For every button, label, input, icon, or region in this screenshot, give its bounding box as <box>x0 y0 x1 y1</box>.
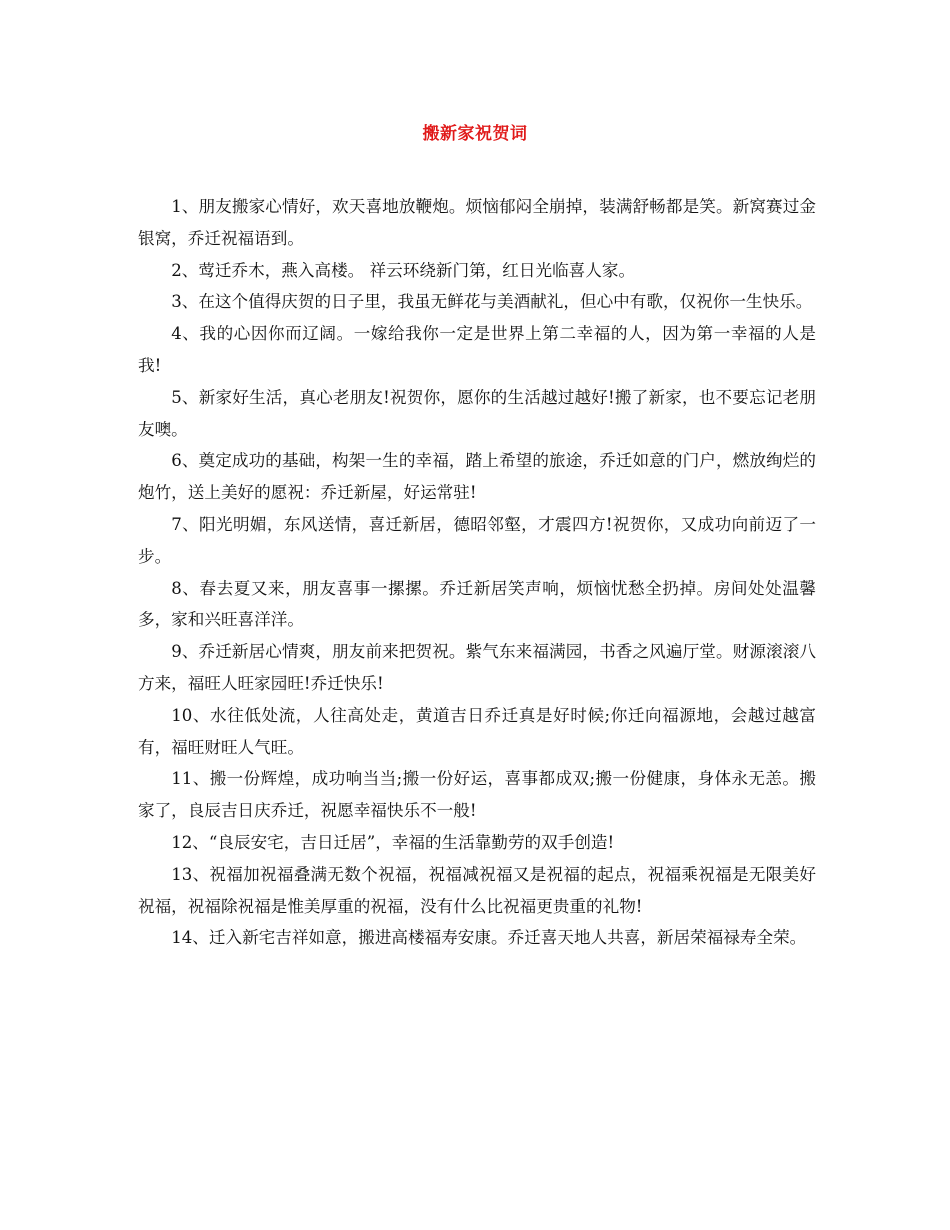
paragraph-1: 1、朋友搬家心情好，欢天喜地放鞭炮。烦恼郁闷全崩掉，装满舒畅都是笑。新窝赛过金银窝，乔迁祝福语到。 <box>138 197 816 248</box>
paragraph-7: 7、阳光明媚，东风送情，喜迁新居，德昭邻壑，才震四方!祝贺你，又成功向前迈了一步。 <box>138 514 816 566</box>
document-title: 搬新家祝贺词 <box>422 124 528 144</box>
paragraph-3: 3、在这个值得庆贺的日子里，我虽无鲜花与美酒献礼，但心中有歌，仅祝你一生快乐。 <box>171 292 813 312</box>
paragraph-12: 12、“良辰安宅，吉日迁居”，幸福的生活靠勤劳的双手创造! <box>171 832 615 852</box>
paragraph-13: 13、祝福加祝福叠满无数个祝福，祝福减祝福又是祝福的起点，祝福乘祝福是无限美好祝福，祝福除祝福是惟美厚重的祝福，没有什么比祝福更贵重的礼物! <box>138 864 816 916</box>
paragraph-11: 11、搬一份辉煌，成功响当当;搬一份好运，喜事都成双;搬一份健康，身体永无恙。搬家了，良辰吉日庆乔迁，祝愿幸福快乐不一般! <box>138 769 816 821</box>
paragraph-9: 9、乔迁新居心情爽，朋友前来把贺祝。紫气东来福满园，书香之风遍厅堂。财源滚滚八方来，福旺人旺家园旺!乔迁快乐! <box>138 642 816 693</box>
paragraph-10: 10、水往低处流，人往高处走，黄道吉日乔迁真是好时候;你迁向福源地，会越过越富有，福旺财旺人气旺。 <box>138 705 816 757</box>
paragraph-4: 4、我的心因你而辽阔。一嫁给我你一定是世界上第二幸福的人，因为第一幸福的人是我! <box>138 324 816 375</box>
document-body <box>138 191 816 954</box>
paragraph-14: 14、迁入新宅吉祥如意，搬进高楼福寿安康。乔迁喜天地人共喜，新居荣福禄寿全荣。 <box>171 928 807 948</box>
paragraph-6: 6、奠定成功的基础，构架一生的幸福，踏上希望的旅途，乔迁如意的门户，燃放绚烂的炮竹，送上美好的愿祝：乔迁新屋，好运常驻! <box>138 451 816 503</box>
paragraph-5: 5、新家好生活，真心老朋友!祝贺你，愿你的生活越过越好!搬了新家，也不要忘记老朋友噢。 <box>138 387 816 439</box>
paragraph-8: 8、春去夏又来，朋友喜事一摞摞。乔迁新居笑声响，烦恼忧愁全扔掉。房间处处温馨多，家和兴旺喜洋洋。 <box>138 578 816 630</box>
paragraph-2: 2、莺迁乔木，燕入高楼。 祥云环绕新门第，红日光临喜人家。 <box>171 260 636 280</box>
